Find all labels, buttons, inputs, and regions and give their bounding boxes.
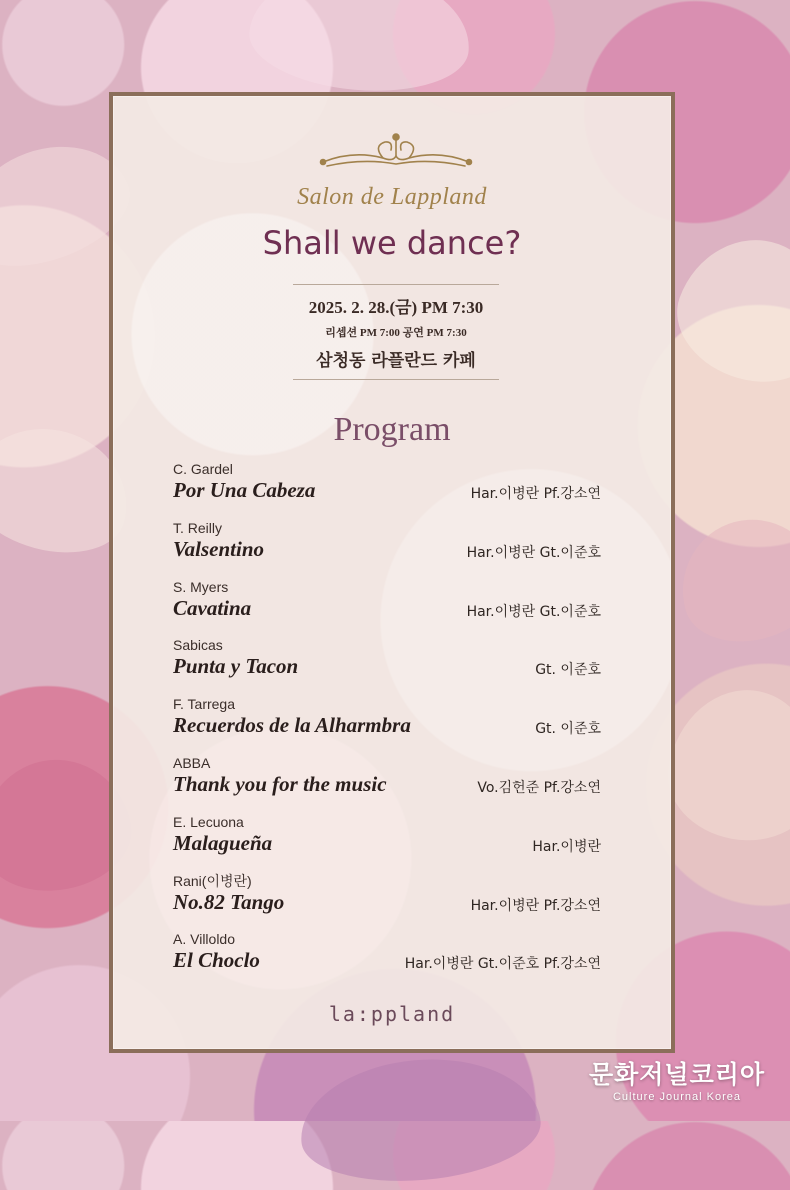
composer: Rani(이병란) [173, 872, 252, 889]
program-item [173, 520, 601, 579]
event-date: 2025. 2. 28.(금) PM 7:30 [308, 298, 484, 317]
venue-logo: la:ppland [328, 1002, 456, 1026]
event-info [293, 284, 499, 380]
performers: Vo.김헌준 Pf.강소연 [477, 779, 601, 796]
composer: Sabicas [173, 637, 223, 654]
watermark-korean: 문화저널코리아 [588, 1060, 766, 1089]
event-venue: 삼청동 라플란드 카페 [316, 351, 476, 371]
performers: Har.이병란 Pf.강소연 [470, 486, 601, 502]
piece-title: Recuerdos de la Alharmbra [173, 713, 411, 738]
piece-title: Por Una Cabeza [173, 478, 316, 502]
composer: E. Lecuona [173, 813, 244, 830]
background-flower [295, 1050, 545, 1190]
divider [293, 284, 499, 285]
background-flower [661, 219, 790, 402]
event-title: Shall we dance? [262, 224, 522, 262]
performers: Har.이병란 Pf.강소연 [470, 897, 601, 914]
event-times: 리셉션 PM 7:00 공연 PM 7:30 [325, 327, 467, 339]
program-list [173, 461, 601, 990]
background-flower [667, 504, 790, 656]
performers: Har.이병란 Gt.이준호 [466, 544, 601, 561]
background-flower [658, 678, 790, 852]
program-item [173, 814, 601, 873]
piece-title: Malagueña [173, 830, 273, 855]
program-item [173, 755, 601, 814]
publisher-watermark [582, 1055, 772, 1103]
program-item [173, 579, 601, 638]
program-item [173, 696, 601, 755]
piece-title: Punta y Tacon [173, 654, 299, 679]
performers: Har.이병란 Gt.이준호 Pf.강소연 [404, 956, 601, 973]
performers: Har.이병란 [532, 838, 601, 855]
divider [293, 379, 499, 380]
poster-card [109, 92, 675, 1053]
piece-title: Valsentino [173, 536, 265, 561]
piece-title: No.82 Tango [173, 889, 285, 914]
flourish-ornament-icon [313, 132, 479, 172]
composer: A. Villoldo [173, 931, 236, 948]
composer: C. Gardel [173, 461, 233, 477]
program-item [173, 637, 601, 696]
program-item [173, 931, 601, 990]
composer: S. Myers [173, 578, 229, 595]
program-heading: Program [333, 411, 451, 448]
watermark-english: Culture Journal Korea [612, 1091, 741, 1103]
salon-name: Salon de Lappland [297, 184, 487, 210]
composer: T. Reilly [173, 519, 223, 536]
background-flower [245, 0, 475, 99]
composer: ABBA [173, 754, 211, 771]
piece-title: Thank you for the music [173, 771, 387, 796]
program-item [173, 873, 601, 932]
program-item [173, 461, 601, 520]
piece-title: El Choclo [173, 948, 260, 973]
piece-title: Cavatina [173, 595, 252, 620]
performers: Gt. 이준호 [535, 662, 601, 679]
performers: Gt. 이준호 [535, 721, 601, 738]
composer: F. Tarrega [173, 696, 235, 713]
performers: Har.이병란 Gt.이준호 [466, 603, 601, 620]
